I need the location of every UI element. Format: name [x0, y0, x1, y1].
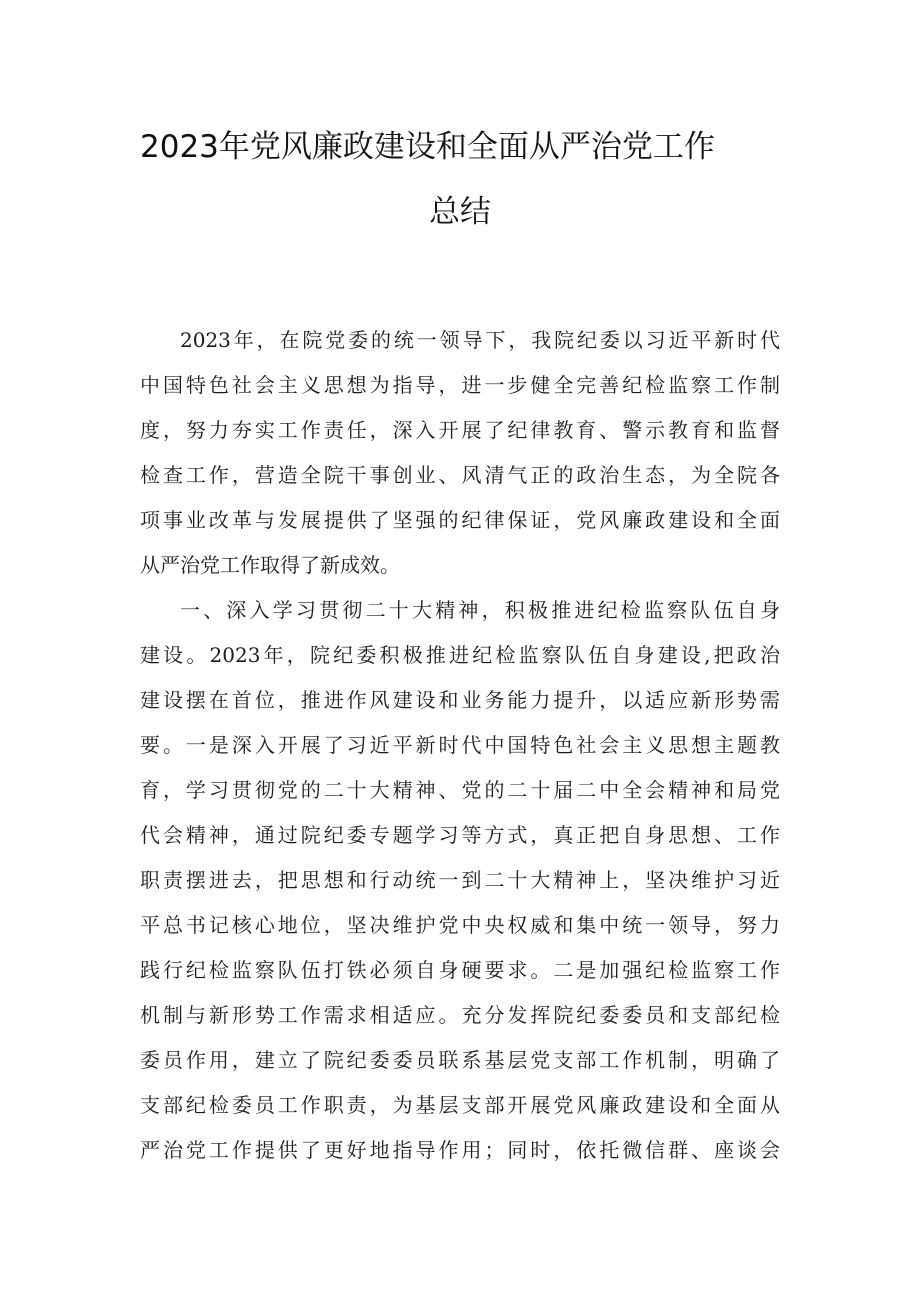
paragraph-line: 从严治党工作取得了新成效。 — [140, 553, 400, 577]
paragraph-line: 要。一是深入开展了习近平新时代中国特色社会主义思想主题教 — [140, 733, 780, 757]
paragraph-line: 严治党工作提供了更好地指导作用；同时，依托微信群、座谈会 — [140, 1138, 780, 1162]
paragraph-line: 育，学习贯彻党的二十大精神、党的二十届二中全会精神和局党 — [140, 778, 780, 802]
paragraph-line: 建设。2023年，院纪委积极推进纪检监察队伍自身建设,把政治 — [140, 643, 780, 667]
paragraph-line: 职责摆进去，把思想和行动统一到二十大精神上，坚决维护习近 — [140, 868, 780, 892]
paragraph-line: 平总书记核心地位，坚决维护党中央权威和集中统一领导，努力 — [140, 913, 780, 937]
section-heading-line: 一、深入学习贯彻二十大精神，积极推进纪检监察队伍自身 — [180, 598, 780, 622]
paragraph-line: 践行纪检监察队伍打铁必须自身硬要求。二是加强纪检监察工作 — [140, 958, 780, 982]
paragraph-line: 委员作用，建立了院纪委委员联系基层党支部工作机制，明确了 — [140, 1048, 780, 1072]
document-title-line-2: 总结 — [429, 194, 491, 230]
paragraph-line: 中国特色社会主义思想为指导，进一步健全完善纪检监察工作制 — [140, 373, 780, 397]
paragraph-line: 2023年，在院党委的统一领导下，我院纪委以习近平新时代 — [180, 328, 780, 352]
paragraph-line: 度，努力夯实工作责任，深入开展了纪律教育、警示教育和监督 — [140, 418, 780, 442]
paragraph-line: 建设摆在首位，推进作风建设和业务能力提升，以适应新形势需 — [140, 688, 780, 712]
document-title-line-1: 2023年党风廉政建设和全面从严治党工作 — [140, 129, 715, 165]
paragraph-line: 检查工作，营造全院干事创业、风清气正的政治生态，为全院各 — [140, 463, 780, 487]
paragraph-line: 代会精神，通过院纪委专题学习等方式，真正把自身思想、工作 — [140, 823, 780, 847]
paragraph-line: 支部纪检委员工作职责，为基层支部开展党风廉政建设和全面从 — [140, 1093, 780, 1117]
document-body — [140, 318, 780, 1173]
paragraph-line: 机制与新形势工作需求相适应。充分发挥院纪委委员和支部纪检 — [140, 1003, 780, 1027]
paragraph-line: 项事业改革与发展提供了坚强的纪律保证，党风廉政建设和全面 — [140, 508, 780, 532]
